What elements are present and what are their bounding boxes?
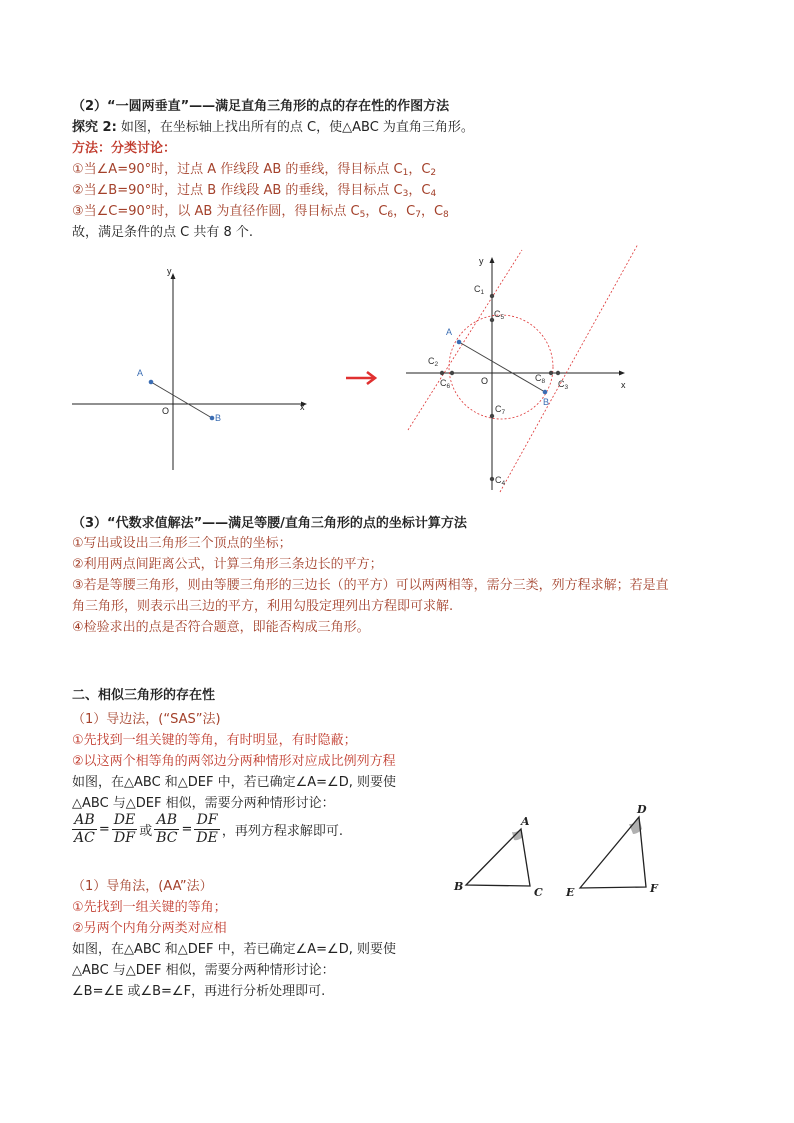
- x-axis-arrow-icon: [619, 371, 625, 376]
- similar-triangles-figure: [450, 800, 670, 905]
- c4-label: $C_4$: [495, 475, 506, 487]
- step-3-text: ③当∠C=90°时，以 AB 为直径作圆，得目标点 C: [72, 204, 360, 219]
- origin-label: O: [481, 376, 489, 386]
- numerator: DF: [194, 812, 219, 830]
- vertex-d-label: D: [637, 803, 647, 816]
- y-label: y: [479, 256, 484, 266]
- sub2-line-1: ①先找到一组关键的等角；: [72, 900, 227, 915]
- method-step-2: ②当∠B=90°时，过点 B 作线段 AB 的垂线，得目标点 $C_3$，$C_4$: [72, 183, 437, 199]
- sub: 3: [402, 189, 409, 199]
- numerator: AB: [72, 812, 97, 830]
- sub2-line-3: 如图，在△ABC 和△DEF 中，若已确定∠A=∠D, 则要使: [72, 942, 396, 957]
- vertex-a-label: A: [521, 815, 530, 828]
- point-b-label: B: [543, 397, 550, 407]
- numerator: DE: [113, 812, 136, 828]
- c2-label: $C_2$: [428, 356, 439, 368]
- point-a: [457, 340, 462, 345]
- c5-label: $C_5$: [494, 309, 505, 321]
- section-title-similar: 二、相似三角形的存在性: [72, 688, 216, 703]
- section-title-daishu: （3）“代数求值解法”——满足等腰/直角三角形的点的坐标计算方法: [72, 516, 467, 531]
- point-c1: [490, 294, 494, 298]
- sub: 2: [430, 168, 437, 178]
- point-c2: [440, 371, 444, 375]
- point-b-label: B: [215, 413, 222, 423]
- sub: 1: [402, 168, 409, 178]
- or-word: 或: [139, 824, 153, 839]
- c6-label: $C_6$: [440, 378, 451, 390]
- x-label: x: [300, 402, 305, 412]
- explore-text: 如图，在坐标轴上找出所有的点 C，使△ABC 为直角三角形。: [116, 120, 474, 135]
- daishu-step-2: ②利用两点间距离公式，计算三角形三条边长的平方；: [72, 557, 383, 572]
- sub2-line-4: △ABC 与△DEF 相似，需要分两种情形讨论：: [72, 963, 335, 978]
- sub: 4: [430, 189, 437, 199]
- explore-label: 探究 2:: [72, 120, 117, 135]
- point-a: [149, 380, 154, 385]
- figure-right-coordinate: [400, 240, 640, 495]
- perpendicular-through-a: [408, 250, 522, 430]
- perpendicular-through-b: [500, 244, 638, 492]
- x-label: x: [621, 380, 626, 390]
- explore-2-line: [72, 118, 474, 138]
- vertex-e-label: E: [566, 886, 575, 899]
- denominator: BC: [156, 830, 178, 846]
- denominator: AC: [74, 830, 95, 846]
- vertex-b-label: B: [454, 880, 464, 893]
- method-step-1: ①当∠A=90°时，过点 A 作线段 AB 的垂线，得目标点 $C_1$，$C_2$: [72, 162, 437, 178]
- sub2-line-2: ②另两个内角分两类对应相: [72, 921, 227, 936]
- segment-ab: [151, 382, 212, 418]
- sub1-line-2: ②以这两个相等角的两邻边分两种情形对应成比例列方程: [72, 754, 396, 769]
- daishu-step-3: ③若是等腰三角形，则由等腰三角形的三边长（的平方）可以两两相等，需分三类，列方程求解；若是直: [72, 578, 669, 593]
- equals-sign: =: [181, 822, 193, 837]
- step-1-text: ①当∠A=90°时，过点 A 作线段 AB 的垂线，得目标点 C: [72, 162, 403, 177]
- fraction-ab-ac: [72, 812, 97, 847]
- y-label: y: [167, 266, 172, 276]
- c7-label: $C_7$: [495, 404, 506, 416]
- segment-ab: [459, 342, 545, 392]
- sub: 8: [443, 210, 449, 220]
- point-c8: [549, 371, 553, 375]
- sub2-line-5: ∠B=∠E 或∠B=∠F，再进行分析处理即可.: [72, 984, 326, 999]
- y-axis-arrow-icon: [490, 257, 495, 263]
- denominator: DF: [113, 830, 135, 846]
- point-c4: [490, 477, 494, 481]
- arrow-right-icon: [344, 370, 380, 386]
- daishu-step-1: ①写出或设出三角形三个顶点的坐标；: [72, 536, 292, 551]
- section-title-yiyuan: （2）“一圆两垂直”——满足直角三角形的点的存在性的作图方法: [72, 99, 450, 114]
- sub: 6: [387, 210, 394, 220]
- vertex-c-label: C: [534, 886, 543, 899]
- origin-label: O: [162, 406, 170, 416]
- sub2-title: （1）导角法，(AA”法）: [72, 879, 213, 894]
- c3-label: $C_3$: [558, 379, 569, 391]
- sub1-line-3: 如图，在△ABC 和△DEF 中，若已确定∠A=∠D, 则要使: [72, 775, 396, 790]
- method-step-3: ③当∠C=90°时，以 AB 为直径作圆，得目标点 $C_5$，$C_6$，$C_7$，$C_8$: [72, 204, 449, 220]
- fraction-de-df: [112, 812, 137, 847]
- point-b: [543, 390, 548, 395]
- conclusion: 故，满足条件的点 C 共有 8 个.: [72, 225, 254, 240]
- sub1-line-4: △ABC 与△DEF 相似，需要分两种情形讨论：: [72, 796, 335, 811]
- c8-label: $C_8$: [535, 373, 546, 385]
- sub1-title: （1）导边法，(“SAS”法): [72, 712, 221, 727]
- numerator: AB: [154, 812, 179, 830]
- point-b: [210, 416, 215, 421]
- sub1-line-1: ①先找到一组关键的等角，有时明显，有时隐蔽；: [72, 733, 357, 748]
- method-title: 方法：分类讨论：: [72, 141, 177, 156]
- daishu-step-4: ④检验求出的点是否符合题意，即能否构成三角形。: [72, 620, 370, 635]
- point-a-label: A: [446, 327, 453, 337]
- daishu-step-3-cont: 角三角形，则表示出三边的平方，利用勾股定理列出方程即可求解.: [72, 599, 454, 614]
- vertex-f-label: F: [650, 882, 658, 895]
- denominator: DE: [196, 830, 218, 846]
- point-c7: [490, 414, 494, 418]
- equals-sign: =: [98, 822, 110, 837]
- point-a-label: A: [137, 368, 144, 378]
- formula-tail: ，再列方程求解即可.: [221, 824, 343, 839]
- fraction-ab-bc: [154, 812, 179, 847]
- figure-left-coordinate: [60, 262, 320, 477]
- sub: 7: [415, 210, 421, 220]
- ratio-formula: [72, 812, 343, 847]
- point-c6: [450, 371, 454, 375]
- step-2-text: ②当∠B=90°时，过点 B 作线段 AB 的垂线，得目标点 C: [72, 183, 403, 198]
- c1-label: $C_1$: [474, 284, 485, 296]
- fraction-df-de: [194, 812, 219, 847]
- sub: 5: [359, 210, 366, 220]
- point-c3: [556, 371, 560, 375]
